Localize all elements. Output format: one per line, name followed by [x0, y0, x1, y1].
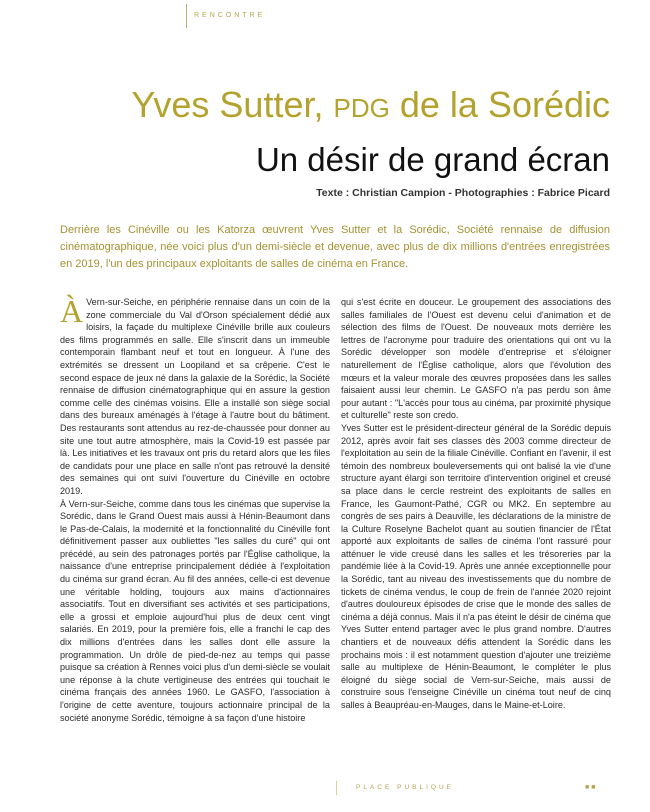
byline: Texte : Christian Campion - Photographies : Fabrice Picard — [316, 187, 610, 199]
body-paragraph — [60, 293, 330, 498]
article-title — [40, 84, 610, 129]
paragraph-text: Vern-sur-Seiche, en périphérie rennaise dans un coin de la zone commerciale du Val d'Orson spécialement dédié aux loisirs, la façade du multiplexe Cinéville brille aux couleurs des films programmés en salle. Elle s'inscrit dans un immeuble contemporain flambant neuf et tout en longueur. À l'une des extrémités se dressent un Loopiland et sa crêperie. C'est le second espace de jeux né dans la galaxie de la Sorédic, la Société rennaise de diffusion cinématographique qui en assure la gestion comme celle des cinémas voisins. Elle a installé son siège social dans des bureaux aménagés à l'étage à l'autre bout du bâtiment. Des restaurants sont attendus au rez-de-chaussée pour donner au site une tout autre atmosphère, mais la Covid-19 est passée par là. Les initiatives et les travaux ont pris du retard alors que les files de candidats pour une place en salle n'ont pas retrouvé la densité des semaines qui ont suivi l'ouverture du Cinéville en octobre 2019. — [60, 297, 330, 496]
header-rule — [186, 4, 187, 28]
body-paragraph: qui s'est écrite en douceur. Le groupement des associations des salles familiales de l'Ouest est devenu celui d'animation et de sélection des films de l'Ouest. De nouveaux mots derrière les lettres de l'acronyme pour traduire des orientations qui ont vu la Sorédic développer son modèle d'entreprise et s'éloigner naturellement de l'Église catholique, alors que l'évolution des mœurs et la valeur morale des œuvres proposées dans les salles faisaient aussi leur chemin. Le GASFO n'a pas perdu son âme pour autant : "L'accès pour tous au cinéma, par proximité physique et culturelle" reste son credo. — [341, 297, 611, 421]
title-role: PDG — [333, 93, 390, 123]
footer-square-icon: ■■ — [585, 784, 598, 791]
title-company: de la Sorédic — [399, 84, 610, 125]
body-column-1 — [60, 293, 330, 724]
title-name: Yves Sutter, — [131, 84, 324, 125]
footer-rule — [336, 781, 337, 795]
article-subtitle: Un désir de grand écran — [255, 141, 610, 178]
body-paragraph: Yves Sutter est le président-directeur général de la Sorédic depuis 2012, après avoir fait ses classes dès 2003 comme directeur de l'exploitation au sein de la filiale Cinéville. Confiant en l'avenir, il est témoin des nombreux bouleversements qui ont balisé la vie d'une structure ayant élargi son territoire d'intervention originel et creusé sa place dans le cercle restreint des exploitants de salles en France, les Gaumont-Pathé, CGR ou MK2. En septembre au congrès de ses pairs à Deauville, les déclarations de la ministre de la Culture Roselyne Bachelot quant au soutien financier de l'État apporté aux exploitants de salles de cinéma l'ont rassuré pour atténuer le vide creusé dans les salles et les trésoreries par la pandémie liée à la Covid-19. Après une année exceptionnelle pour la Sorédic, tant au niveau des investissements que du nombre de tickets de cinéma vendus, le coup de frein de l'année 2020 rejoint d'autres douloureux épisodes de crise que le monde des salles de cinéma a déjà connus. Mais il n'a pas éteint le désir de cinéma que Yves Sutter entend partager avec le plus grand nombre. D'autres chantiers et de nouveaux défis attendent la Sorédic dans les prochains mois : il est notamment question d'ajouter une treizième salle au multiplexe de Hénin-Beaumont, le compléter le plus éloigné du siège social de Vern-sur-Seiche, mais aussi de construire sous l'enseigne Cinéville un cinéma tout neuf de cinq salles à Beaupréau-en-Mauges, dans le Maine-et-Loire. — [341, 422, 611, 710]
lede: Derrière les Cinéville ou les Katorza œuvrent Yves Sutter et la Sorédic, Société rennaise de diffusion cinématographique, née voici plus d'un demi-siècle et devenue, avec plus de dix millions d'entrées enregistrées en 2019, l'un des principaux exploitants de salles de cinéma en France. — [60, 224, 610, 270]
body-paragraph: À Vern-sur-Seiche, comme dans tous les cinémas que supervise la Sorédic, dans le Grand Ouest mais aussi à Hénin-Beaumont dans le Pas-de-Calais, la modernité et la fonctionnalité du Cinéville font définitivement passer aux oubliettes "les salles du curé" qui ont précédé, au sein des patronages portés par l'Église catholique, la naissance d'une entreprise principalement dédiée à l'exploitation du cinéma sur grand écran. Au fil des années, celle-ci est devenue une véritable holding, toujours aux mains d'actionnaires associatifs. Tout en diversifiant ses activités et ses participations, elle a grossi et emploie aujourd'hui plus de deux cent vingt salariés. En 2019, pour la première fois, elle a franchi le cap des dix millions d'entrées dans les salles dont elle assure la programmation. Un drôle de pied-de-nez au temps qui passe puisque sa création à Rennes voici plus d'un demi-siècle se voulait une réponse à la chute vertigineuse des entrées qui touchait le cinéma français des années 1960. Le GASFO, l'association à l'origine de cette aventure, toujours actionnaire principal de la société anonyme Sorédic, témoigne à sa façon d'une histoire — [60, 498, 330, 723]
drop-cap: À — [60, 293, 84, 329]
footer-publication: PLACE PUBLIQUE — [356, 784, 454, 791]
section-rubric: RENCONTRE — [194, 12, 266, 19]
body-column-2 — [341, 296, 611, 712]
